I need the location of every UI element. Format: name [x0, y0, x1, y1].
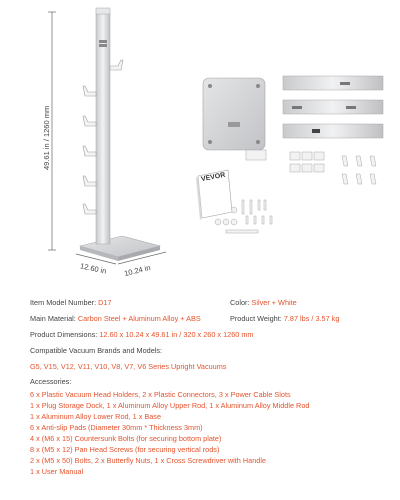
material-label: Main Material: [30, 313, 78, 323]
compatible-heading: Compatible Vacuum Brands and Models: [30, 345, 163, 355]
accessory-item: 4 x (M6 x 15) Countersunk Bolts (for securing bottom plate) [30, 433, 222, 443]
stand-pole [96, 8, 110, 244]
accessory-item: 1 x Aluminum Alloy Lower Rod, 1 x Base [30, 412, 162, 422]
depth-dimension-label: 10.24 in [123, 262, 152, 279]
accessory-item: 6 x Plastic Vacuum Head Holders, 2 x Plastic Connectors, 3 x Power Cable Slots [30, 390, 291, 400]
model-label: Item Model Number: [30, 298, 99, 307]
accessory-small-parts [215, 150, 376, 233]
spec-row-material-weight [30, 314, 390, 325]
color-spec [230, 298, 297, 309]
manual-brand-text: VEVOR [200, 171, 226, 184]
accessory-rods [283, 76, 383, 138]
compatible-models: G5, V15, V12, V11, V10, V8, V7, V6 Series Upright Vacuums [30, 361, 227, 371]
dimensions-value: 12.60 x 10.24 x 49.61 in / 320 x 260 x 1260 mm [99, 329, 254, 339]
accessory-item: 1 x Plug Storage Dock, 1 x Aluminum Alloy Upper Rod, 1 x Aluminum Alloy Middle Rod [30, 401, 310, 411]
accessories-heading: Accessories: [30, 377, 72, 387]
model-value: D17 [98, 298, 112, 307]
color-label: Color: [230, 298, 252, 307]
weight-spec [230, 314, 339, 325]
color-value: Silver + White [251, 298, 297, 307]
spec-row-model-color [30, 298, 390, 309]
accessory-item: 1 x User Manual [30, 466, 84, 476]
accessory-item: 2 x (M5 x 50) Bolts, 2 x Butterfly Nuts, 1 x Cross Screwdriver with Handle [30, 455, 267, 465]
weight-label: Product Weight: [230, 313, 284, 323]
dimensions-label: Product Dimensions: [30, 329, 100, 339]
spec-row-dimensions [30, 330, 390, 341]
accessory-item: 8 x (M5 x 12) Pan Head Screws (for securing vertical rods) [30, 444, 220, 454]
spec-list [30, 298, 390, 477]
material-value: Carbon Steel + Aluminum Alloy + ABS [77, 313, 201, 323]
accessory-item: 6 x Anti-slip Pads (Diameter 30mm * Thickness 3mm) [30, 423, 203, 433]
height-dimension-label: 49.61 in / 1260 mm [42, 105, 51, 170]
weight-value: 7.87 lbs / 3.57 kg [283, 313, 340, 323]
accessory-base-plate [203, 78, 265, 150]
width-dimension-label: 12.60 in [79, 261, 108, 276]
stand-base [80, 236, 160, 261]
